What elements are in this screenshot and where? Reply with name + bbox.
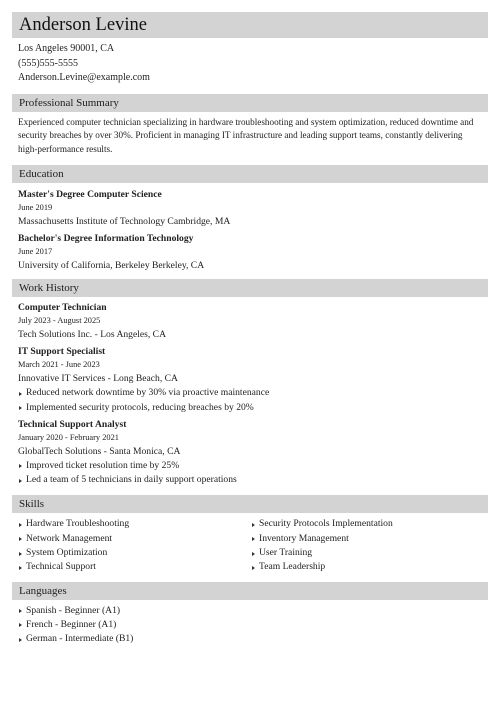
- contact-location: Los Angeles 90001, CA: [18, 43, 115, 54]
- contact-email: Anderson.Levine@example.com: [18, 72, 150, 83]
- language-item: German - Intermediate (B1): [18, 632, 484, 646]
- degree-title: Master's Degree Computer Science: [18, 189, 162, 201]
- language-item: Spanish - Beginner (A1): [18, 604, 484, 618]
- job-bullet: Improved ticket resolution time by 25%: [18, 459, 484, 473]
- education-list: [12, 188, 488, 273]
- job-title: Technical Support Analyst: [18, 418, 127, 430]
- languages-bullets: [18, 604, 484, 647]
- skill-item: Hardware Troubleshooting: [18, 517, 251, 531]
- job-company: Tech Solutions Inc. - Los Angeles, CA: [18, 329, 167, 341]
- skill-item: User Training: [251, 546, 484, 560]
- skills-list: [12, 517, 488, 574]
- contact-phone: (555)555-5555: [18, 57, 78, 69]
- skill-item: Technical Support: [18, 560, 251, 574]
- skill-item: Security Protocols Implementation: [251, 517, 484, 531]
- job-bullet: Reduced network downtime by 30% via proactive maintenance: [18, 386, 484, 400]
- language-item: French - Beginner (A1): [18, 618, 484, 632]
- skill-item: Network Management: [18, 532, 251, 546]
- work-entry: [18, 345, 484, 415]
- skill-item: Inventory Management: [251, 532, 484, 546]
- school-name: Massachusetts Institute of Technology Cambridge, MA: [18, 216, 231, 228]
- contact-info: [12, 42, 488, 86]
- job-bullets: [18, 386, 484, 415]
- job-bullet: Implemented security protocols, reducing breaches by 20%: [18, 401, 484, 415]
- job-title: IT Support Specialist: [18, 346, 106, 358]
- summary-text: Experienced computer technician specializing in hardware troubleshooting and system optimization, reduced downtime and security breaches by over 30%. Proficient in managing IT infrastructure and leading support teams, constantly delivering high-performance results.: [18, 116, 474, 154]
- work-entry: [18, 418, 484, 488]
- degree-date: June 2019: [18, 203, 53, 213]
- section-heading-work: Work History: [12, 279, 488, 297]
- skill-item: System Optimization: [18, 546, 251, 560]
- skills-column-left: [18, 517, 251, 574]
- skills-column-right: [251, 517, 484, 574]
- school-name: University of California, Berkeley Berkeley, CA: [18, 260, 205, 272]
- job-company: GlobalTech Solutions - Santa Monica, CA: [18, 445, 181, 457]
- job-dates: January 2020 - February 2021: [18, 432, 119, 442]
- degree-title: Bachelor's Degree Information Technology: [18, 233, 194, 245]
- work-list: [12, 301, 488, 487]
- candidate-name: Anderson Levine: [12, 12, 488, 38]
- job-bullets: [18, 459, 484, 488]
- job-dates: March 2021 - June 2023: [18, 360, 100, 370]
- section-heading-education: Education: [12, 165, 488, 183]
- degree-date: June 2017: [18, 247, 53, 257]
- education-entry: [18, 232, 484, 273]
- job-title: Computer Technician: [18, 302, 107, 314]
- section-heading-summary: Professional Summary: [12, 94, 488, 112]
- work-entry: [18, 301, 484, 342]
- job-dates: July 2023 - August 2025: [18, 316, 101, 326]
- job-company: Innovative IT Services - Long Beach, CA: [18, 373, 178, 385]
- languages-list: [12, 604, 488, 647]
- section-heading-skills: Skills: [12, 495, 488, 513]
- skill-item: Team Leadership: [251, 560, 484, 574]
- job-bullet: Led a team of 5 technicians in daily support operations: [18, 473, 484, 487]
- education-entry: [18, 188, 484, 229]
- section-heading-languages: Languages: [12, 582, 488, 600]
